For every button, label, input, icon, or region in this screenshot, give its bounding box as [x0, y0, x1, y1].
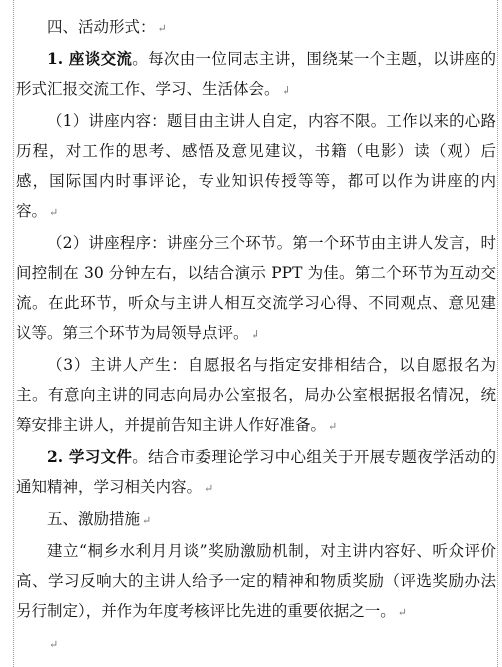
paragraph-mark: ↵ [49, 638, 59, 651]
paragraph-incentive [16, 536, 496, 628]
section-heading-4 [16, 12, 496, 44]
section-heading-5 [16, 504, 496, 536]
paragraph-sub1 [16, 106, 496, 228]
paragraph-mark: ↵ [397, 606, 407, 619]
right-margin-guide [497, 0, 498, 667]
paragraph-mark: ↵ [142, 514, 152, 527]
item2-text: 。结合市委理论学习中心组关于开展专题夜学活动的通知精神，学习相关内容。 [16, 448, 496, 496]
document-body[interactable] [16, 12, 496, 658]
item1-text: 。每次由一位同志主讲，围绕某一个主题，以讲座的形式汇报交流工作、学习、生活体会。 [16, 50, 496, 98]
paragraph-mark: ↵ [157, 22, 167, 35]
incentive-text: 建立“桐乡水利月月谈”奖励激励机制，对主讲内容好、听众评价高、学习反响大的主讲人给予一定的精神和物质奖励（评选奖励办法另行制定），并作为年度考核评比先进的重要依据之一。 [16, 542, 496, 620]
sub3-text: （3）主讲人产生：自愿报名与指定安排相结合，以自愿报名为主。有意向主讲的同志向局办公室报名，局办公室根据报名情况，统筹安排主讲人，并提前告知主讲人作好准备。 [16, 356, 496, 434]
paragraph-mark: ↵ [49, 206, 59, 219]
paragraph-mark: ↵ [204, 482, 214, 495]
paragraph-sub2 [16, 228, 496, 350]
paragraph-item2 [16, 442, 496, 504]
sub2-text: （2）讲座程序：讲座分三个环节。第一个环节由主讲人发言，时间控制在 30 分钟左右，以结合演示 PPT 为佳。第二个环节为互动交流。在此环节，听众与主讲人相互交流学习心得、不同观点、意见建议等。第三个环节为局领导点评。 [16, 234, 496, 342]
item2-title: 2. 学习文件 [47, 447, 133, 466]
item1-title: 1. 座谈交流 [47, 49, 133, 68]
left-margin-guide [13, 0, 14, 667]
paragraph-item1 [16, 44, 496, 106]
paragraph-mark: ↲ [250, 328, 260, 341]
paragraph-mark: ↲ [281, 84, 291, 97]
sub1-text: （1）讲座内容：题目由主讲人自定，内容不限。工作以来的心路历程，对工作的思考、感悟及意见建议，书籍（电影）读（观）后感，国际国内时事评论，专业知识传授等等，都可以作为讲座的内容。 [16, 112, 496, 220]
section-heading-4-text: 四、活动形式： [47, 18, 156, 36]
paragraph-mark: ↵ [328, 420, 338, 433]
section-heading-5-text: 五、激励措施 [47, 510, 141, 528]
empty-paragraph [16, 628, 496, 658]
paragraph-sub3 [16, 350, 496, 442]
